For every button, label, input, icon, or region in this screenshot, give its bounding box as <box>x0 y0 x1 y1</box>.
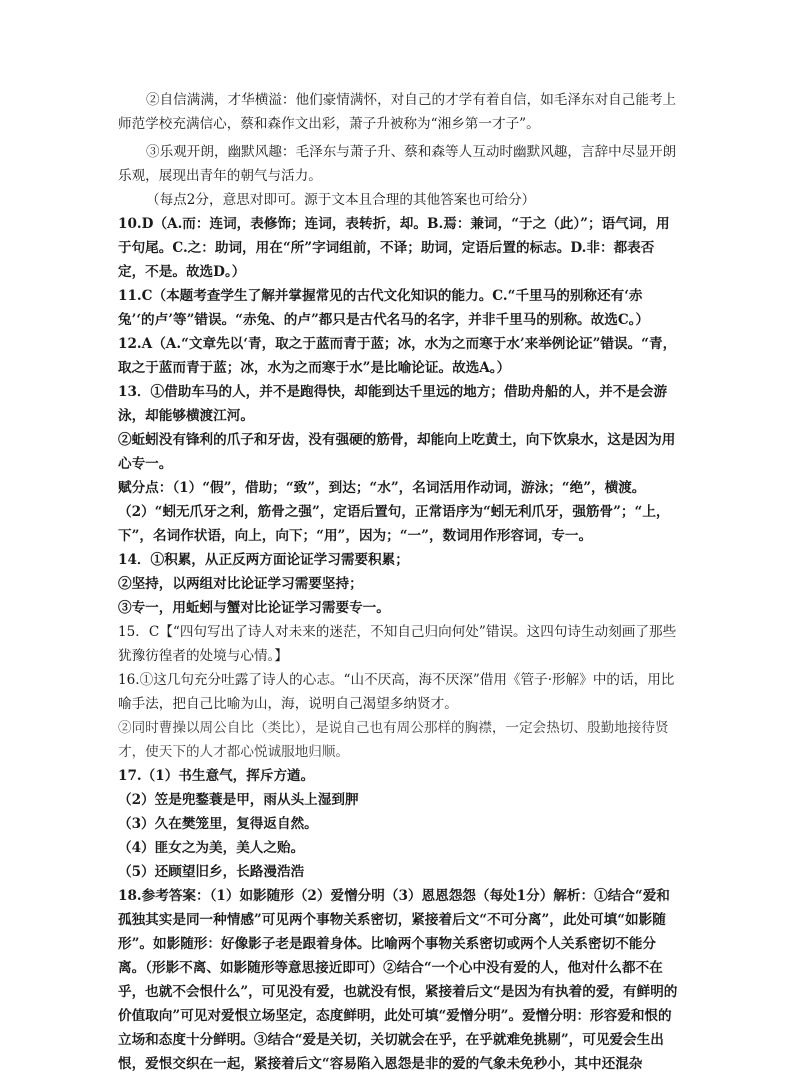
paragraph-answer-14-part-2: ②坚持，以两组对比论证学习需要坚持； <box>118 576 363 592</box>
paragraph-answer-15: 15．C【“四句写出了诗人对未来的迷茫，不知自己归向何处”错误。这四句诗生动刻画了那些犹豫彷徨者的处境与心情。】 <box>118 624 677 664</box>
paragraph-answer-16-part-1: 16.①这几句充分吐露了诗人的心志。“山不厌高，海不厌深”借用《管子·形解》中的话，用比喻手法，把自己比喻为山，海，说明自己渴望多纳贤才。 <box>118 672 675 712</box>
paragraph-answer-14-part-1: 14．①积累，从正反两方面论证学习需要积累； <box>118 552 409 568</box>
paragraph-answer-12: 12.A（A.“文章先以‘青，取之于蓝而青于蓝；冰，水为之而寒于水’来举例论证”错误。“青，取之于蓝而青于蓝；冰，水为之而寒于水”是比喻论证。故选A。） <box>118 336 677 376</box>
paragraph-answer-13-scoring: 赋分点：（1）“假”，借助；“致”，到达；“水”，名词活用作动词，游泳；“绝”，横渡。（2）“蚓无爪牙之利，筋骨之强”，定语后置句，正常语序为“蚓无利爪牙，强筋骨”；“上，下”，名词作状语，向上，向下；“用”，因为；“一”，数词用作形容词，专一。 <box>118 480 670 544</box>
paragraph-answer-13-part-2: ②蚯蚓没有锋利的爪子和牙齿，没有强硬的筋骨，却能向上吃黄土，向下饮泉水，这是因为用心专一。 <box>118 432 676 472</box>
paragraph-answer-14-part-3: ③专一，用蚯蚓与蟹对比论证学习需要专一。 <box>118 600 390 616</box>
paragraph-answer-16-part-2: ②同时曹操以周公自比（类比），是说自己也有周公那样的胸襟，一定会热切、殷勤地接待贤才，使天下的人才都心悦诚服地归顺。 <box>118 720 669 760</box>
paragraph-answer-17-line-5: （5）还顾望旧乡，长路漫浩浩 <box>118 864 305 880</box>
paragraph-answer-18: 18.参考答案：（1）如影随形（2）爱憎分明（3）恩恩怨怨（每处1分）解析：①结合“爱和孤独其实是同一种情感”可见两个事物关系密切，紧接着后文“不可分离”，此处可填“如影随形”。如影随形：好像影子老是跟着身体。比喻两个事物关系密切或两个人关系密切不能分离。（形影不离、如影随形等意思接近即可）②结合“一个心中没有爱的人，他对什么都不在乎，也就不会恨什么”，可见没有爱，也就没有恨，紧接着后文“是因为有执着的爱，有鲜明的价值取向”可见对爱恨立场坚定，态度鲜明，此处可填“爱憎分明”。爱憎分明：形容爱和恨的立场和态度十分鲜明。③结合“爱是关切，关切就会在乎，在乎就难免挑剔”，可见爱会生出恨，爱恨交织在一起，紧接着后文“容易陷入恩怨是非的爱的气象未免秒小，其中还混杂 <box>118 888 678 1072</box>
paragraph-scoring-note: （每点2分，意思对即可。源于文本且合理的其他答案也可给分） <box>146 192 536 208</box>
paragraph-answer-9-point-2: ②自信满满，才华横溢：他们豪情满怀，对自己的才学有着自信，如毛泽东对自己能考上师范学校充满信心，蔡和森作文出彩，萧子升被称为“湘乡第一才子”。 <box>118 92 677 132</box>
paragraph-answer-17-line-3: （3）久在樊笼里，复得返自然。 <box>118 816 318 832</box>
paragraph-answer-17-line-4: （4）匪女之为美，美人之贻。 <box>118 840 305 856</box>
paragraph-answer-17-line-2: （2）笠是兜鍪蓑是甲，雨从头上湿到胛 <box>118 792 359 808</box>
paragraph-answer-9-point-3: ③乐观开朗，幽默风趣：毛泽东与萧子升、蔡和森等人互动时幽默风趣，言辞中尽显开朗乐观，展现出青年的朝气与活力。 <box>118 144 677 184</box>
paragraph-answer-13-part-1: 13．①借助车马的人，并不是跑得快，却能到达千里远的地方；借助舟船的人，并不是会游泳，却能够横渡江河。 <box>118 384 668 424</box>
document-page <box>118 88 678 1076</box>
paragraph-answer-11: 11.C（本题考查学生了解并掌握常见的古代文化知识的能力。C.“千里马的别称还有‘赤兔’‘的卢’等”错误。“赤兔、的卢”都只是古代名马的名字，并非千里马的别称。故选C。） <box>118 288 650 328</box>
paragraph-answer-17-line-1: 17.（1）书生意气，挥斥方遒。 <box>118 768 315 784</box>
paragraph-answer-10: 10.D（A.而：连词，表修饰；连词，表转折，却。B.焉：兼词，“于之（此）”；语气词，用于句尾。C.之：助词，用在“所”字词组前，不译；助词，定语后置的标志。D.非：都表否定，不是。故选D。） <box>118 216 670 280</box>
